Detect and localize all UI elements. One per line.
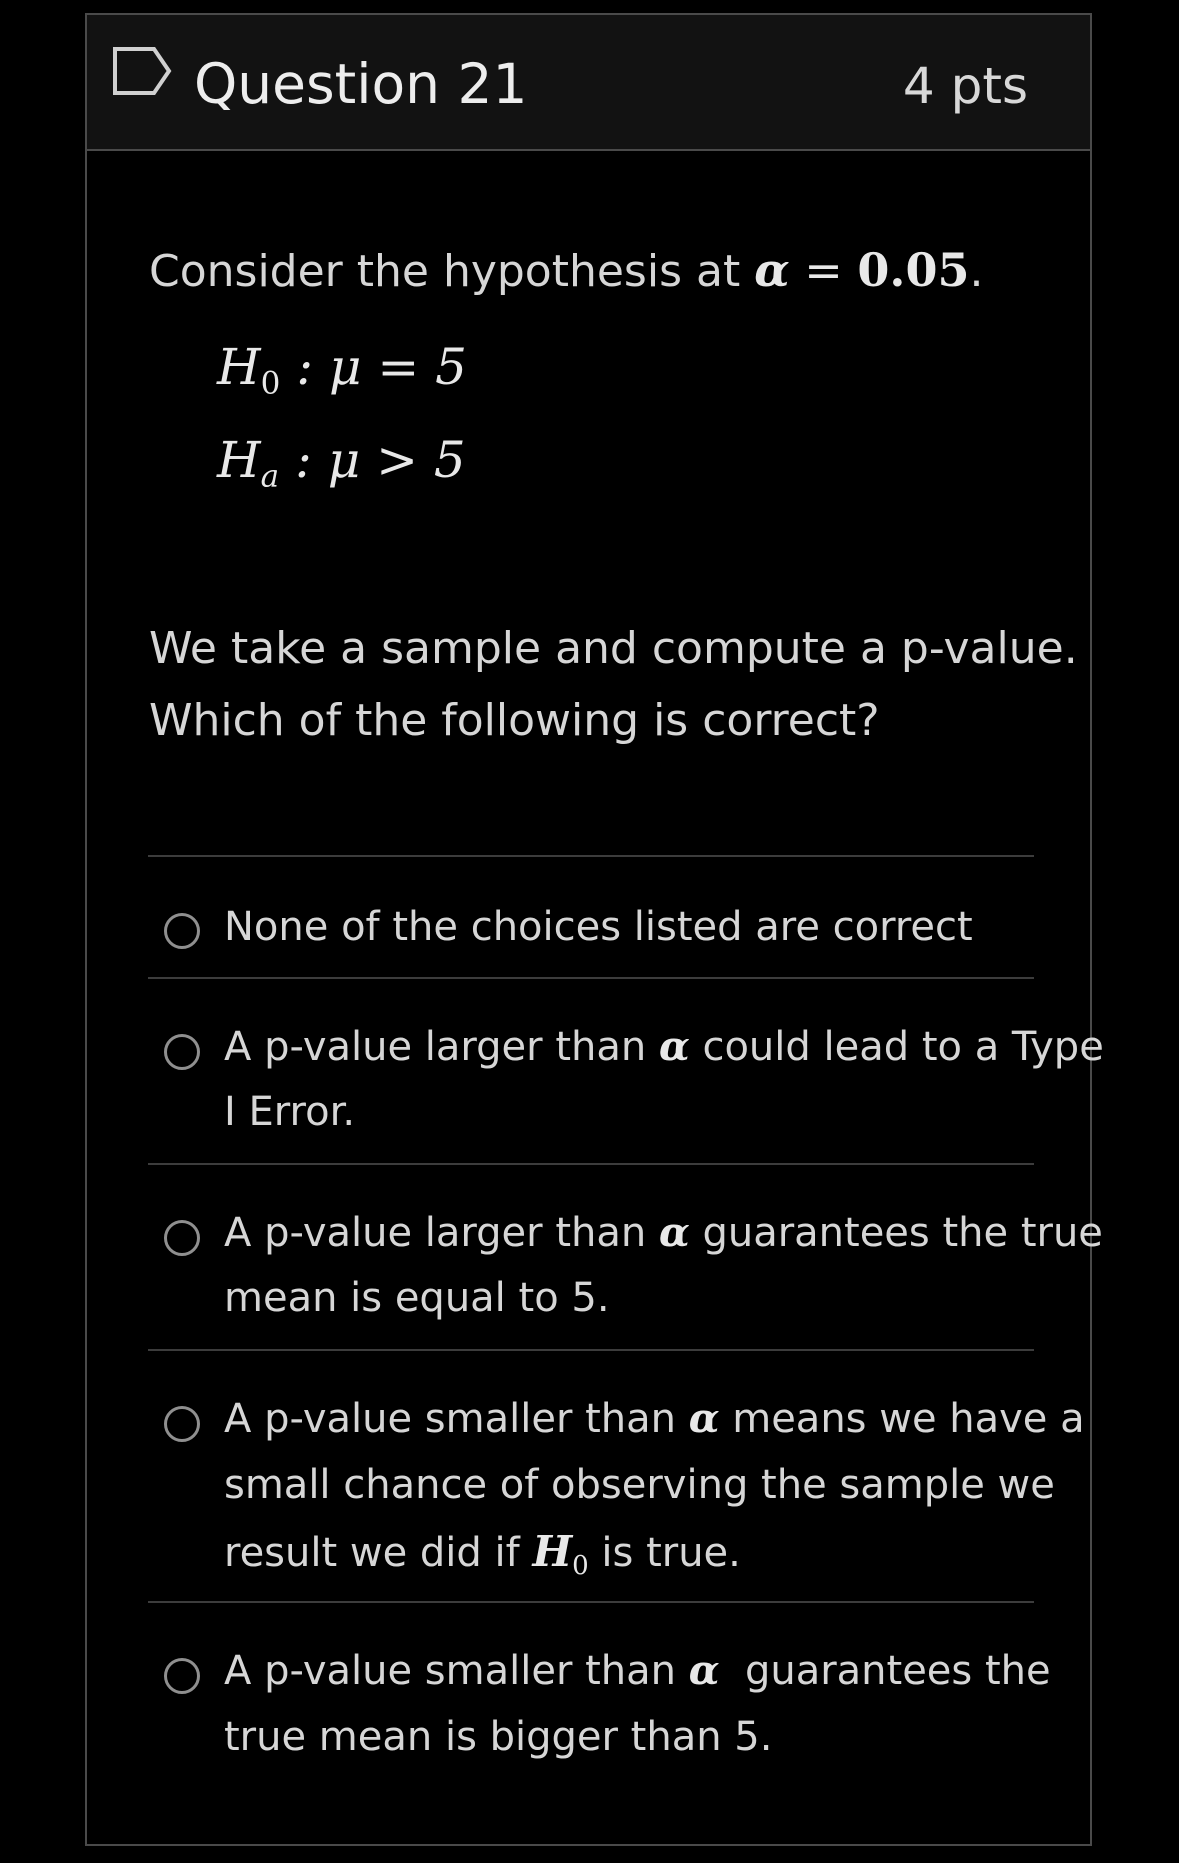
question-header [87,15,1090,151]
option-text-line-2: mean is equal to 5. [224,1275,610,1321]
alpha-symbol: α [658,1023,690,1070]
answer-option-4[interactable] [148,1351,1085,1601]
prompt-intro: Consider the hypothesis at [149,246,741,297]
prompt-line-2: Which of the following is correct? [149,695,880,746]
answer-option-1[interactable] [148,857,1034,977]
alpha-symbol: α [658,1209,690,1256]
radio-button[interactable] [164,1220,200,1256]
h0-symbol: H [217,338,261,396]
equals-sign: = [804,243,843,297]
option-text-line-1: A p-value smaller than α means we have a [224,1395,1085,1442]
prompt-line-1: We take a sample and compute a p-value. [149,623,1078,674]
option-text-line-1: A p-value smaller than α guarantees the [224,1647,1051,1694]
option-text-line-3: result we did if $H_0$ is true. [224,1527,741,1581]
answer-option-5[interactable] [148,1603,1051,1783]
h0-relation: : μ = 5 [296,338,467,396]
radio-button[interactable] [164,1406,200,1442]
question-title: Question 21 [194,52,528,116]
prompt-intro-end: . [969,246,984,297]
option-text-line-1: A p-value larger than α could lead to a Type [224,1023,1104,1070]
option-text-line-2: I Error. [224,1089,356,1135]
h0-inline: $H_0$ [532,1527,589,1581]
option-text-line-2: small chance of observing the sample we [224,1462,1055,1508]
option-text: None of the choices listed are correct [224,904,973,950]
radio-button[interactable] [164,1658,200,1694]
ha-relation: : μ > 5 [295,431,466,489]
option-text-line-1: A p-value larger than α guarantees the true [224,1209,1103,1256]
answer-option-2[interactable] [148,979,1104,1163]
alternative-hypothesis [217,431,466,495]
ha-symbol: H [217,431,261,489]
radio-button[interactable] [164,913,200,949]
question-card [85,13,1104,1846]
option-text-line-2: true mean is bigger than 5. [224,1714,773,1760]
alpha-symbol: α [754,243,790,297]
radio-button[interactable] [164,1034,200,1070]
prompt-intro-line [149,243,984,297]
flag-question-icon[interactable] [112,46,172,96]
alpha-value: 0.05 [857,243,970,297]
question-points: 4 pts [902,57,1028,115]
h0-subscript: 0 [260,365,281,402]
answer-option-3[interactable] [148,1165,1103,1349]
ha-subscript: a [260,458,280,495]
alpha-symbol: α [688,1647,720,1694]
alpha-equation [754,243,969,297]
null-hypothesis [217,338,467,402]
alpha-symbol: α [688,1395,720,1442]
